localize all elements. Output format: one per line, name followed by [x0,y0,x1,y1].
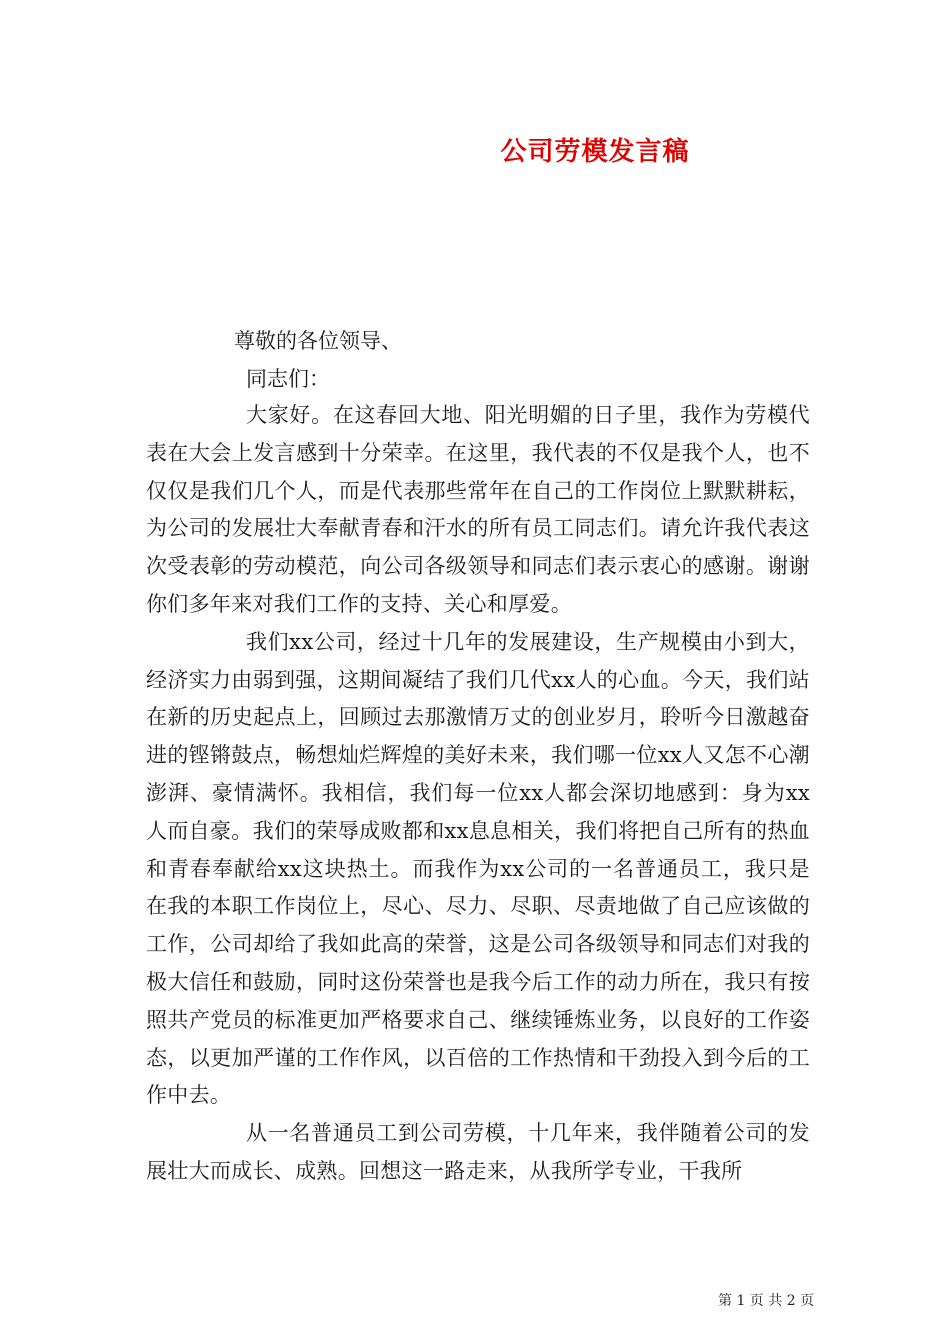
document-title: 公司劳模发言稿 [500,137,690,167]
page-footer: 第 1 页 共 2 页 [718,1293,815,1309]
paragraph-1: 大家好。在这春回大地、阳光明媚的日子里，我作为劳模代表在大会上发言感到十分荣幸。在这里，我代表的不仅是我个人，也不仅仅是我们几个人，而是代表那些常年在自己的工作岗位上默默耕耘，为公司的发展壮大奉献青春和汗水的所有员工同志们。请允许我代表这次受表彰的劳动模范，向公司各级领导和同志们表示衷心的感谢。谢谢你们多年来对我们工作的支持、关心和厚爱。 [146,403,810,616]
document-body [146,397,810,1191]
paragraph-2: 我们xx公司，经过十几年的发展建设，生产规模由小到大，经济实力由弱到强，这期间凝结了我们几代xx人的心血。今天，我们站在新的历史起点上，回顾过去那激情万丈的创业岁月，聆听今日激越奋进的铿锵鼓点，畅想灿烂辉煌的美好未来，我们哪一位xx人又怎不心潮澎湃、豪情满怀。我相信，我们每一位xx人都会深切地感到：身为xx人而自豪。我们的荣辱成败都和xx息息相关，我们将把自己所有的热血和青春奉献给xx这块热土。而我作为xx公司的一名普通员工，我只是在我的本职工作岗位上，尽心、尽力、尽职、尽责地做了自己应该做的工作，公司却给了我如此高的荣誉，这是公司各级领导和同志们对我的极大信任和鼓励，同时这份荣誉也是我今后工作的动力所在，我只有按照共产党员的标准更加严格要求自己、继续锤炼业务，以良好的工作姿态，以更加严谨的工作作风，以百倍的工作热情和干劲投入到今后的工作中去。 [146,629,810,1108]
paragraph-3: 从一名普通员工到公司劳模，十几年来，我伴随着公司的发展壮大而成长、成熟。回想这一路走来，从我所学专业，干我所 [146,1121,810,1183]
salutation-line-2: 同志们： [246,367,330,391]
salutation-line-1: 尊敬的各位领导、 [234,329,402,353]
